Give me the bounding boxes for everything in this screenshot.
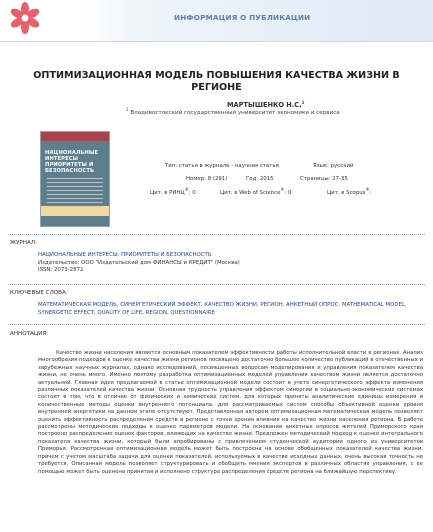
journal-issn: ISSN: 2073-2872 [38,267,84,273]
cover-bottom-band [41,206,109,216]
header-title: ИНФОРМАЦИЯ О ПУБЛИКАЦИИ [174,13,311,22]
meta-year-value: 2015 [259,176,274,182]
meta-wos-citations[interactable]: Цит. в Web of Science®: 0 [220,187,292,196]
meta-type-value: статья в журнале - научная статья [178,163,279,169]
affiliation-text: Владивостокский государственный университет экономики и сервиса [130,110,340,116]
cover-top-band [41,132,109,141]
meta-rinc-citations[interactable]: Цит. в РИНЦ®: 0 [150,187,196,196]
meta-number-value[interactable]: 8 (291) [207,176,228,182]
divider [8,234,425,235]
divider [8,284,425,285]
author-sup: 1 [301,99,305,105]
journal-cover-image[interactable] [40,131,110,227]
meta-scopus-citations[interactable]: Цит. в Scopus®: [327,187,372,196]
cover-title: НАЦИОНАЛЬНЫЕ ИНТЕРЕСЫ ПРИОРИТЕТЫ И БЕЗОПАСНОСТЬ [45,150,98,174]
meta-pages-value: 27-35 [332,176,348,182]
rinc-count: 0 [192,190,196,196]
meta-type: Тип: статья в журнале - научная статья [165,163,279,169]
annotation-label: АННОТАЦИЯ: [10,331,49,337]
divider [8,324,425,325]
article-author[interactable] [227,101,304,109]
author-affiliation [126,107,340,116]
journal-publisher: Издательство: ООО "Издательский дом ФИНАНСЫ и КРЕДИТ" (Москва) [38,259,240,266]
meta-number: Номер: 8 (291) [186,176,228,182]
keywords-links[interactable]: МАТЕМАТИЧЕСКАЯ МОДЕЛЬ, СИНЕРГЕТИЧЕСКИЙ ЭФФЕКТ, КАЧЕСТВО ЖИЗНИ, РЕГИОН, АНКЕТНЫЙ ОПРОС, MATHEMATICAL MODEL, SYNERGETIC EFFECT, QUALITY OF LIFE, REGION, QUESTIONNAIRE [38,302,407,316]
cover-text-lines [47,178,103,206]
wos-count: 0 [287,190,292,196]
keywords-label: КЛЮЧЕВЫЕ СЛОВА: [10,290,68,296]
flower-logo-icon [8,1,42,35]
meta-language-value: русский [330,163,354,169]
journal-info [38,252,240,275]
annotation-text: Качество жизни населения является основным показателем эффективности работы исполнительной власти в регионах. Анализ многообразия подходов к оценке качества жизни регионов посвящено достаточно большое количество публикаций в отечественных и зарубежных научных журналах, однако исследований, посвященных вопросам моделирования и управления показателем качества жизни, не очень много. Именно поэтому разработка оптимизационных моделей управления качеством жизни является достаточно актуальной. Главная идея предлагаемой в статье оптимизационной модели состоит в учете синергетического эффекта изменения различных показателей качества жизни. Основная трудность управления эффектом синергии в социально-экономических системах состоит в том, что в отличие от физических и химических систем, для которых приняты аналитические единицы измерения и количественные методы оценки внутреннего потенциала, для рассматриваемых систем способы объективной оценки уровня внутренней энергетики на данном этапе отсутствуют. Представленная автором оптимизационная математическая модель позволяет оценить эффективность распределения средств в регионе с точки зрения влияния на качество жизни населения региона. В работе рассмотрены методические подходы к оценке параметров модели. На основании анкетных опросов жителей Приморского края построено распределение оценок факторов, влияющих на качество жизни. Предложен методический подход к оценке интегрального показателя качества жизни, который были апробированы с привлечением студенческой аудитории одного из университетов Приморья. Рассмотренная оптимизационная модель может быть построена на основе обобщенных показателей качества жизни, причем с учетом масштаба задачи для оценки показателей, используемых в качестве исходных данных, очень высокая точность не требуется. Описанная модель позволяет структурировать и обобщить мнения экспертов в различных областях управления, с ее помощью может быть оценена принятая и исполнено структура распределения средств региона на ближайшую перспективу. [38,350,423,475]
article-title: ОПТИМИЗАЦИОННАЯ МОДЕЛЬ ПОВЫШЕНИЯ КАЧЕСТВА ЖИЗНИ В РЕГИОНЕ [33,70,400,93]
meta-language: Язык: русский [313,163,354,169]
affiliation-sup: 1 [126,107,129,113]
page-header [0,0,433,42]
journal-label: ЖУРНАЛ: [10,240,37,246]
journal-name-link[interactable]: НАЦИОНАЛЬНЫЕ ИНТЕРЕСЫ: ПРИОРИТЕТЫ И БЕЗОПАСНОСТЬ [38,252,212,258]
meta-year: Год: 2015 [246,176,274,182]
meta-pages: Страницы: 27-35 [300,176,348,182]
author-name[interactable]: МАРТЫШЕНКО Н.С. [227,101,302,109]
